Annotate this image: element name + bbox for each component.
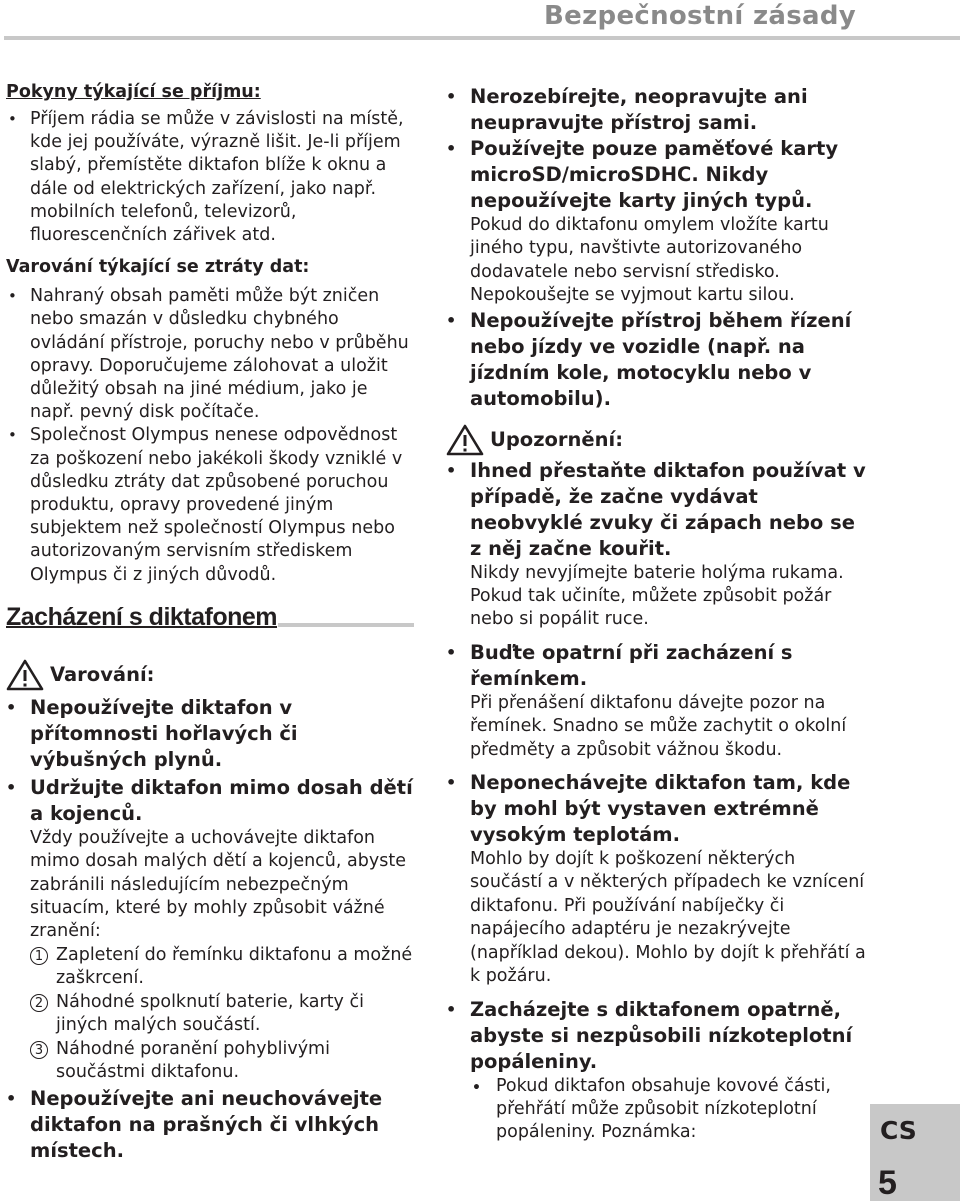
warning-triangle-icon (446, 424, 484, 456)
caution-list (446, 458, 866, 1145)
list-item-bold: Nerozebírejte, neopravujte ani neupravujte přístroj sami. (470, 85, 808, 134)
reception-list (6, 108, 414, 247)
dataloss-list (6, 285, 414, 587)
top-warning-list (446, 84, 866, 412)
list-item-text: Společnost Olympus nenese odpovědnost za poškození nebo jakékoli škody vzniklé v důsledku ztráty dat způsobené poruchou produktu, opravy provedené jiným subjektem než společností Olympus nebo autorizovaným servisním střediskem Olympus či z jiných důvodů. (30, 425, 403, 585)
caution-label: Upozornění: (490, 427, 624, 451)
list-item (6, 695, 414, 773)
bullet: • (6, 697, 17, 717)
list-item (6, 285, 414, 424)
warning-list (6, 695, 414, 1164)
list-item (446, 84, 866, 136)
list-item (446, 640, 866, 762)
bullet: • (446, 999, 457, 1019)
numbered-item (30, 991, 414, 1038)
right-column (446, 84, 866, 1145)
language-code: CS (880, 1116, 917, 1145)
list-item (446, 997, 866, 1145)
numbered-item-text: Zapletení do řemínku diktafonu a možné zaškrcení. (56, 944, 413, 989)
list-item-text: Pokud do diktafonu omylem vložíte kartu jiného typu, navštivte autorizovaného dodavatele nebo servisní středisko. Nepokoušejte se vyjmout kartu silou. (470, 215, 829, 306)
page-header (0, 0, 960, 40)
left-column (6, 80, 414, 1164)
numbered-item-text: Náhodné spolknutí baterie, karty či jiných malých součástí. (56, 991, 364, 1036)
number-badge: 2 (30, 994, 48, 1012)
list-item (446, 458, 866, 632)
warning-triangle-icon (6, 659, 44, 691)
list-item-bold: Buďte opatrní při zacházení s řemínkem. (470, 640, 793, 690)
page-number: 5 (878, 1164, 897, 1202)
list-item-bold: Nepoužívejte přístroj během řízení nebo jízdy ve vozidle (např. na jízdním kole, motocyklu nebo v automobilu). (470, 308, 852, 410)
bullet: • (6, 777, 17, 797)
bullet: • (8, 287, 17, 306)
sub-list-item-text: Pokud diktafon obsahuje kovové části, přehřátí může způsobit nízkoteplotní popáleniny. Poznámka: (496, 1075, 831, 1143)
header-rule (4, 36, 960, 40)
list-item (446, 308, 866, 412)
list-item-bold: Udržujte diktafon mimo dosah dětí a kojenců. (30, 775, 413, 825)
bullet: • (8, 110, 17, 128)
handling-section (6, 601, 414, 637)
number-badge: 3 (30, 1041, 48, 1059)
bullet: • (446, 139, 457, 158)
list-item-text: Nikdy nevyjímejte baterie holýma rukama. Pokud tak učiníte, můžete způsobit požár nebo si popálit ruce. (470, 562, 844, 630)
list-item-text: Vždy používejte a uchovávejte diktafon mimo dosah malých dětí a kojenců, abyste zabránili následujícím nebezpečným situacím, které by mohly způsobit vážné zranění: (30, 827, 406, 942)
bullet: • (446, 773, 457, 793)
numbered-item-text: Náhodné poranění pohyblivými součástmi diktafonu. (56, 1038, 330, 1082)
list-item-text: Mohlo by dojít k poškození některých součástí a v některých případech ke vznícení diktafonu. Při používání nabíječky či napájecího adaptéru je nezakrývejte (například dekou). Mohlo by dojít k přehřátí a k požáru. (470, 849, 866, 987)
list-item-text: Nahraný obsah paměti může být zničen nebo smazán v důsledku chybného ovládání přístroje, poruchy nebo v průběhu opravy. Doporučujeme zálohovat a uložit důležitý obsah na jiné médium, jako je např. pevný disk počítače. (30, 286, 409, 423)
bullet: • (446, 87, 457, 106)
bullet: • (472, 1079, 481, 1096)
sub-list-item (470, 1075, 866, 1145)
bullet: • (6, 1089, 17, 1109)
list-item-text: Příjem rádia se může v závislosti na místě, kde jej používáte, výrazně lišit. Je-li příjem slabý, přemístěte diktafon blíže k oknu a dále od elektrických zařízení, jako např. mobilních telefonů, televizorů, fluorescenčních zářivek atd. (30, 109, 404, 246)
section-rule (6, 633, 414, 637)
number-badge: 1 (30, 947, 48, 965)
caution-heading (446, 424, 866, 456)
section-title: Zacházení s diktafonem (6, 602, 278, 631)
list-item-bold: Používejte pouze paměťové karty microSD/microSDHC. Nikdy nepoužívejte karty jiných typů. (470, 137, 839, 212)
list-item (446, 136, 866, 308)
dataloss-title: Varování týkající se ztráty dat: (6, 257, 310, 278)
numbered-item (30, 944, 414, 991)
warning-label: Varování: (50, 662, 155, 686)
bullet: • (446, 460, 457, 480)
list-item-bold: Zacházejte s diktafonem opatrně, abyste si nezpůsobili nízkoteplotní popáleniny. (470, 997, 853, 1073)
list-item-bold: Ihned přestaňte diktafon používat v případě, že začne vydávat neobvyklé zvuky či zápach nebo se z něj začne kouřit. (470, 458, 866, 560)
list-item-text: Při přenášení diktafonu dávejte pozor na řemínek. Snadno se může zachytit o okolní předměty a způsobit vážnou škodu. (470, 692, 847, 760)
list-item (6, 775, 414, 1084)
list-item (6, 108, 414, 247)
list-item-bold: Nepoužívejte diktafon v přítomnosti hořlavých či výbušných plynů. (30, 695, 298, 771)
numbered-item (30, 1038, 414, 1085)
bullet: • (446, 310, 457, 330)
header-title: Bezpečnostní zásady (544, 1, 856, 31)
list-item-bold: Nepoužívejte ani neuchovávejte diktafon na prašných či vlhkých místech. (30, 1087, 383, 1163)
list-item (446, 770, 866, 988)
list-item (6, 1086, 414, 1164)
bullet: • (8, 426, 17, 445)
list-item-bold: Neponechávejte diktafon tam, kde by mohl být vystaven extrémně vysokým teplotám. (470, 771, 851, 847)
reception-title: Pokyny týkající se příjmu: (6, 82, 261, 102)
bullet: • (446, 642, 457, 662)
list-item (6, 424, 414, 586)
warning-heading (6, 659, 414, 691)
